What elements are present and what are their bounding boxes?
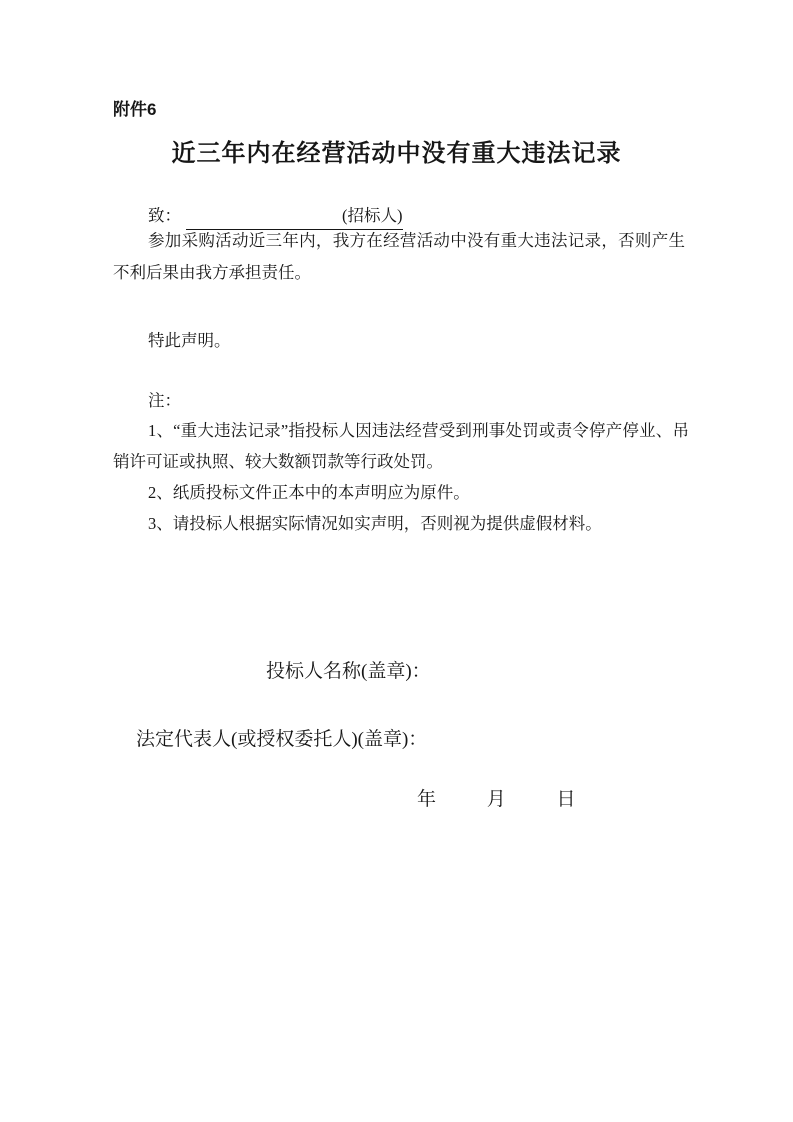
notes-list — [113, 415, 689, 539]
recipient-hint-label: (招标人) — [342, 206, 403, 225]
note-item-1: 1、“重大违法记录”指投标人因违法经营受到刑事处罚或责令停产停业、吊销许可证或执照、较大数额罚款等行政处罚。 — [113, 421, 689, 471]
date-day-label: 日 — [556, 789, 576, 810]
salutation-prefix: 致： — [148, 206, 181, 225]
legal-representative-seal-label: 法定代表人(或授权委托人)(盖章)： — [136, 729, 428, 750]
note-item-2: 2、纸质投标文件正本中的本声明应为原件。 — [148, 483, 470, 502]
date-year-label: 年 — [417, 789, 437, 810]
date-line — [417, 784, 576, 811]
hereby-declare-line: 特此声明。 — [148, 331, 231, 350]
blank-underline — [186, 220, 342, 221]
bidder-name-seal-label: 投标人名称(盖章)： — [266, 661, 431, 682]
notes-heading: 注： — [148, 391, 181, 410]
declaration-body-paragraph: 参加采购活动近三年内，我方在经营活动中没有重大违法记录，否则产生不利后果由我方承担责任。 — [113, 231, 685, 282]
attachment-number-label: 附件6 — [113, 100, 157, 119]
date-month-label: 月 — [486, 789, 506, 810]
page-title: 近三年内在经营活动中没有重大违法记录 — [171, 140, 622, 167]
note-item-3: 3、请投标人根据实际情况如实声明，否则视为提供虚假材料。 — [148, 514, 602, 533]
